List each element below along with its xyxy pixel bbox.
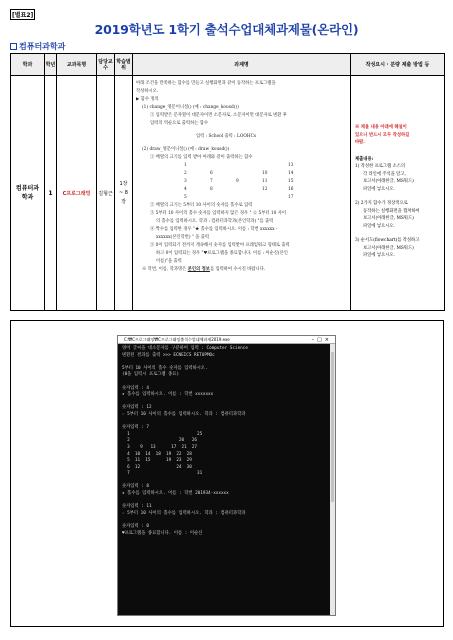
console-line: ☆ 5부터 10 사이의 홀수를 입력하시오. 학과 : 컴퓨터과학과 — [122, 411, 246, 417]
item-1: 1) 작성한 프로그램 소스의 — [355, 164, 406, 169]
note-3: ③ 5부터 10 사이의 홀수 숫자를 입력하지 않은 경우 " ☆ 5부터 10 사이 — [150, 211, 287, 216]
console-line: 4 10 14 18 19 22 28 — [122, 451, 192, 457]
header-dept: 학과 — [11, 54, 45, 76]
f1-example: 입력 : School 출력 : LOOHCs — [196, 134, 257, 139]
console-title: C:₩C프로그래밍₩C프로그래밍출석수업대체과제2019.exe — [124, 337, 230, 342]
console-line — [122, 478, 331, 485]
grid-row: 3 7 9 11 15 — [184, 179, 294, 184]
console-titlebar — [118, 336, 335, 344]
window-controls[interactable]: –□× — [311, 337, 332, 343]
scrollbar-thumb[interactable] — [331, 352, 334, 502]
console-line: 7 31 — [122, 471, 203, 477]
note-4: ④ 짝수를 입력한 경우 "★ 홀수를 입력하시오. 이름 : 학번 xxxxxx - — [150, 227, 278, 232]
appendix-label: [별표2] — [10, 9, 35, 20]
console-line: 변환된 결과를 출력 >>> ECNEICS RETUPMOc — [122, 352, 215, 358]
console-line: 숫자입력 : 4 — [122, 385, 149, 391]
console-line — [122, 359, 331, 366]
intro-line-2: 작성하시오. — [136, 89, 159, 94]
console-line: 숫자입력 : 0 — [122, 524, 149, 530]
header-method: 작성요시 · 분량 제출 방법 등 — [351, 54, 445, 76]
intro-line-1: 아래 조건을 만족하는 함수를 만들고 실행화면과 같이 동작하는 프로그램을 — [136, 81, 276, 86]
submission-heading: 제출내용: — [355, 156, 374, 162]
header-grade: 학년 — [45, 54, 57, 76]
note-6: ※ 학번, 이름, 학과명은 본인의 정보를 입력하여 수시길 바랍니다. — [142, 267, 266, 272]
f1-desc-1: ① 입력받은 문자열이 대문자이면 소문자로, 소문자이면 대문자로 변환 후 — [150, 113, 287, 118]
console-line — [122, 379, 331, 386]
console-line: 5부터 10 사이의 홀수 숫자를 입력하시오. — [122, 365, 208, 371]
f2-title: (2) draw_영문이니셜() (예 : draw_kousd()) — [142, 147, 230, 152]
department-label: 컴퓨터과학과 — [19, 42, 66, 51]
console-line: 6 12 24 30 — [122, 464, 192, 470]
warning-line-2: 있으니 반드시 모두 작성하길 — [355, 132, 410, 138]
warning-line-3: 바람. — [355, 140, 365, 145]
note-5b: 하고 0이 입력되는 경우 "♥프로그램을 종료합니다. 이름 : 이순신(본인 — [156, 251, 288, 256]
warning-line-1: ※ 채울 내용 아래에 해설이 — [355, 125, 407, 130]
console-line: (0을 입력시 프로그램 종료) — [122, 372, 180, 378]
item-2: 2) 2가지 함수가 정상적으로 — [355, 201, 408, 206]
console-output — [118, 344, 335, 539]
console-line — [122, 399, 331, 406]
console-line: 2 20 26 — [122, 438, 198, 444]
console-line: 숫자입력 : 7 — [122, 425, 149, 431]
console-scrollbar[interactable] — [330, 344, 335, 615]
console-line: 숫자입력 : 12 — [122, 405, 152, 411]
note-6-emphasis: 본인의 정보 — [187, 267, 210, 272]
note-5: ⑤ 0이 입력되기 전까지 계속해서 숫자를 입력받아 프레임워크 형태로 출력 — [150, 243, 290, 248]
console-line — [122, 498, 331, 505]
console-line: ♥프로그램을 종료합니다. 이름 : 이순신 — [122, 530, 203, 536]
console-line: ★ 홀수를 입력하시오. 이름 : 학번 xxxxxxx — [122, 392, 214, 398]
table-header-row — [11, 54, 445, 76]
submission-notes: ※ 채울 내용 아래에 해설이 있으니 반드시 모두 작성하길 바람. 제출내용: 1) 작성한 프로그램 소스의 각 라인에 주석을 달고, 보고서(아래한글, MS워드) 파일에 넣으시오. 2) 2가지 함수가 정상적으로 동작하는 실행화면을 캡쳐하여 보고서(아래한글, MS워드) 파일에 넣으시오. 3) 순서도(flowchart)를 작성하고 보고서(아래한글, MS워드) 파일에 넣으시오. — [351, 76, 445, 311]
header-instructor: 담당교수 — [97, 54, 115, 76]
header-scope: 학습범위 — [115, 54, 133, 76]
cell-instructor: 김형근 — [97, 76, 115, 311]
cell-course: C프로그래밍 — [57, 76, 97, 311]
console-line: ★ 홀수를 입력하시오. 이름 : 학번 201934-xxxxxx — [122, 491, 229, 497]
console-line: 5 11 15 19 23 29 — [122, 458, 192, 464]
console-line: 1 25 — [122, 431, 203, 437]
console-line: 3 9 13 17 21 27 — [122, 444, 198, 450]
department-heading — [10, 41, 65, 52]
assignment-content — [133, 76, 351, 311]
console-line: 영어 글씨을 대소문자를 구분하여 입력 : Computer Science — [122, 346, 248, 351]
checkbox-icon — [10, 43, 17, 50]
grid-row: 5 17 — [184, 195, 294, 200]
assignment-table — [10, 53, 445, 311]
cell-grade: 1 — [45, 76, 57, 311]
f1-desc-2: 입력의 역순으로 출력하는 함수 — [150, 121, 209, 126]
console-line — [122, 517, 331, 524]
note-3b: 의 홀수를 입력하시오. 학과 : 컴퓨터과학과(본인학과) "를 출력 — [156, 219, 274, 224]
note-4b: xxxxxx(본인학번) " 을 출력 — [156, 235, 210, 240]
cell-scope: 1장 ~ 8장 — [115, 76, 133, 311]
number-grid — [184, 162, 314, 202]
grid-row: 2 6 10 14 — [184, 171, 294, 176]
table-row — [11, 76, 445, 311]
console-line: ☆ 5부터 10 사이의 홀수를 입력하시오. 학과 : 컴퓨터과학과 — [122, 510, 246, 516]
f2-desc: ① 배열의 크기를 입력 받아 아래와 같이 출력하는 함수 — [150, 155, 253, 160]
page-title: 2019학년도 1학기 출석수업대체과제물(온라인) — [94, 22, 359, 37]
header-course: 교과목명 — [57, 54, 97, 76]
item-3: 3) 순서도(flowchart)를 작성하고 — [355, 238, 420, 243]
note-2: ② 배열의 크기는 5부터 10 사이의 숫자를 홀수로 입력 — [150, 203, 253, 208]
header-assignment: 과제명 — [133, 54, 351, 76]
console-window — [117, 335, 336, 616]
func-def-heading: ▶ 함수 정의 — [136, 97, 159, 102]
console-line: 숫자입력 : 11 — [122, 504, 152, 510]
console-line — [122, 419, 331, 426]
cell-dept: 컴퓨터과학과 — [11, 76, 45, 311]
console-line: 숫자입력 : 8 — [122, 484, 149, 490]
grid-row: 4 8 12 16 — [184, 187, 294, 192]
note-5c: 이름)"을 출력 — [156, 259, 182, 264]
grid-row: 1 13 — [184, 163, 294, 168]
f1-title: (1) change_영문이니셜() (예 : change_kousd()) — [142, 105, 239, 110]
